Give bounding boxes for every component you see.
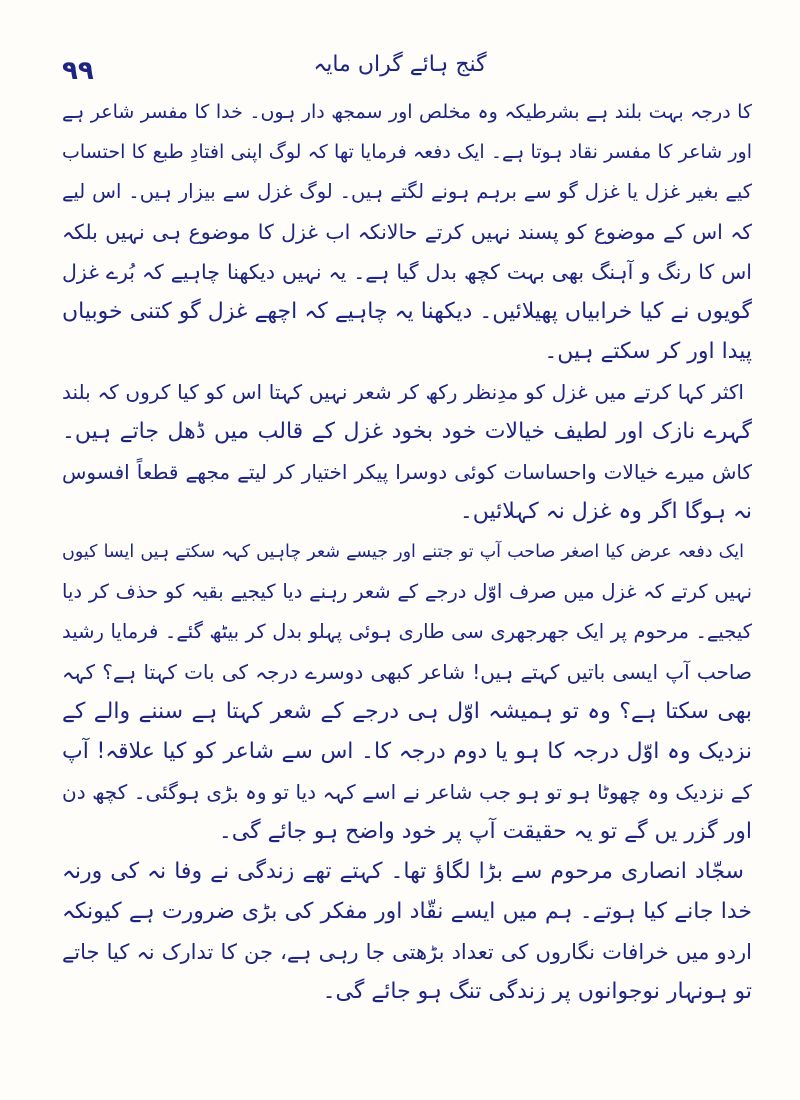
text-line: کہ اس کے موضوع کو پسند نہیں کرتے حالانکہ اب غزل کا موضوع ہی نہیں بلکہ [62, 220, 752, 244]
running-head: گنج ہائے گراں مایہ [313, 52, 487, 77]
text-line: نہیں کرتے کہ غزل میں صرف اوّل درجے کے شعر رہنے دیا کیجیے بقیہ کو حذف کر دیا [62, 580, 752, 603]
text-line: اور شاعر کا مفسر نقاد ہوتا ہے۔ ایک دفعہ فرمایا تھا کہ لوگ اپنی افتادِ طبع کا احتساب [62, 141, 752, 163]
text-line: اس کا رنگ و آہنگ بھی بہت کچھ بدل گیا ہے۔ یہ نہیں دیکھنا چاہیے کہ بُرے غزل [62, 260, 752, 284]
text-line: ایک دفعہ عرض کیا اصغر صاحب آپ تو جتنے اور جیسے شعر چاہیں کہہ سکتے ہیں ایسا کیوں [62, 542, 744, 562]
text-line: سجّاد انصاری مرحوم سے بڑا لگاؤ تھا۔ کہتے تھے زندگی نے وفا نہ کی ورنہ [62, 859, 744, 884]
text-line: اکثر کہا کرتے میں غزل کو مدِنظر رکھ کر شعر نہیں کہتا اس کو کیا کروں کہ بلند [62, 380, 744, 404]
text-line: خدا جانے کیا ہوتے۔ ہم میں ایسے نقّاد اور مفکر کی بڑی ضرورت ہے کیونکہ [62, 899, 752, 924]
text-line: کا درجہ بہت بلند ہے بشرطیکہ وہ مخلص اور سمجھ دار ہوں۔ خدا کا مفسر شاعر ہے [62, 101, 752, 123]
text-line: کیے بغیر غزل یا غزل گو سے برہم ہونے لگتے ہیں۔ لوگ غزل سے بیزار ہیں۔ اس لیے [62, 180, 752, 203]
text-line: کیجیے۔ مرحوم پر ایک جھرجھری سی طاری ہوئی پہلو بدل کر بیٹھ گئے۔ فرمایا رشید [62, 620, 752, 643]
text-line: نہ ہوگا اگر وہ غزل نہ کہلائیں۔ [459, 499, 752, 524]
text-line: اور گزر یں گے تو یہ حقیقت آپ پر خود واضح ہو جائے گی۔ [218, 819, 752, 844]
text-line: گہرے نازک اور لطیف خیالات خود بخود غزل کے قالب میں ڈھل جاتے ہیں۔ [62, 419, 752, 444]
text-line: اردو میں خرافات نگاروں کی تعداد بڑھتی جا رہی ہے، جن کا تدارک نہ کیا جاتے [62, 940, 752, 964]
text-line: پیدا اور کر سکتے ہیں۔ [544, 339, 752, 364]
text-line: کاش میرے خیالات واحساسات کوئی دوسرا پیکر اختیار کر لیتے مجھے قطعاً افسوس [62, 460, 752, 484]
body-text [62, 92, 752, 1020]
text-line: گویوں نے کیا خرابیاں پھیلائیں۔ دیکھنا یہ چاہیے کہ اچھے غزل گو کتنی خوبیاں [62, 299, 752, 324]
text-line: نزدیک وہ اوّل درجہ کا ہو یا دوم درجہ کا۔ اس سے شاعر کو کیا علاقہ! آپ [62, 739, 752, 764]
text-line: صاحب آپ ایسی باتیں کہتے ہیں! شاعر کبھی دوسرے درجہ کی بات کہتا ہے؟ کہہ [62, 660, 752, 684]
text-line: بھی سکتا ہے؟ وہ تو ہمیشہ اوّل ہی درجے کے شعر کہتا ہے سننے والے کے [62, 699, 752, 724]
text-line: تو ہونہار نوجوانوں پر زندگی تنگ ہو جائے گی۔ [322, 979, 752, 1004]
text-line: کے نزدیک وہ چھوٹا ہو تو ہو جب شاعر نے اسے کہہ دیا تو وہ بڑی ہوگئی۔ کچھ دن [62, 780, 752, 804]
page-number: ۹۹ [62, 56, 94, 86]
